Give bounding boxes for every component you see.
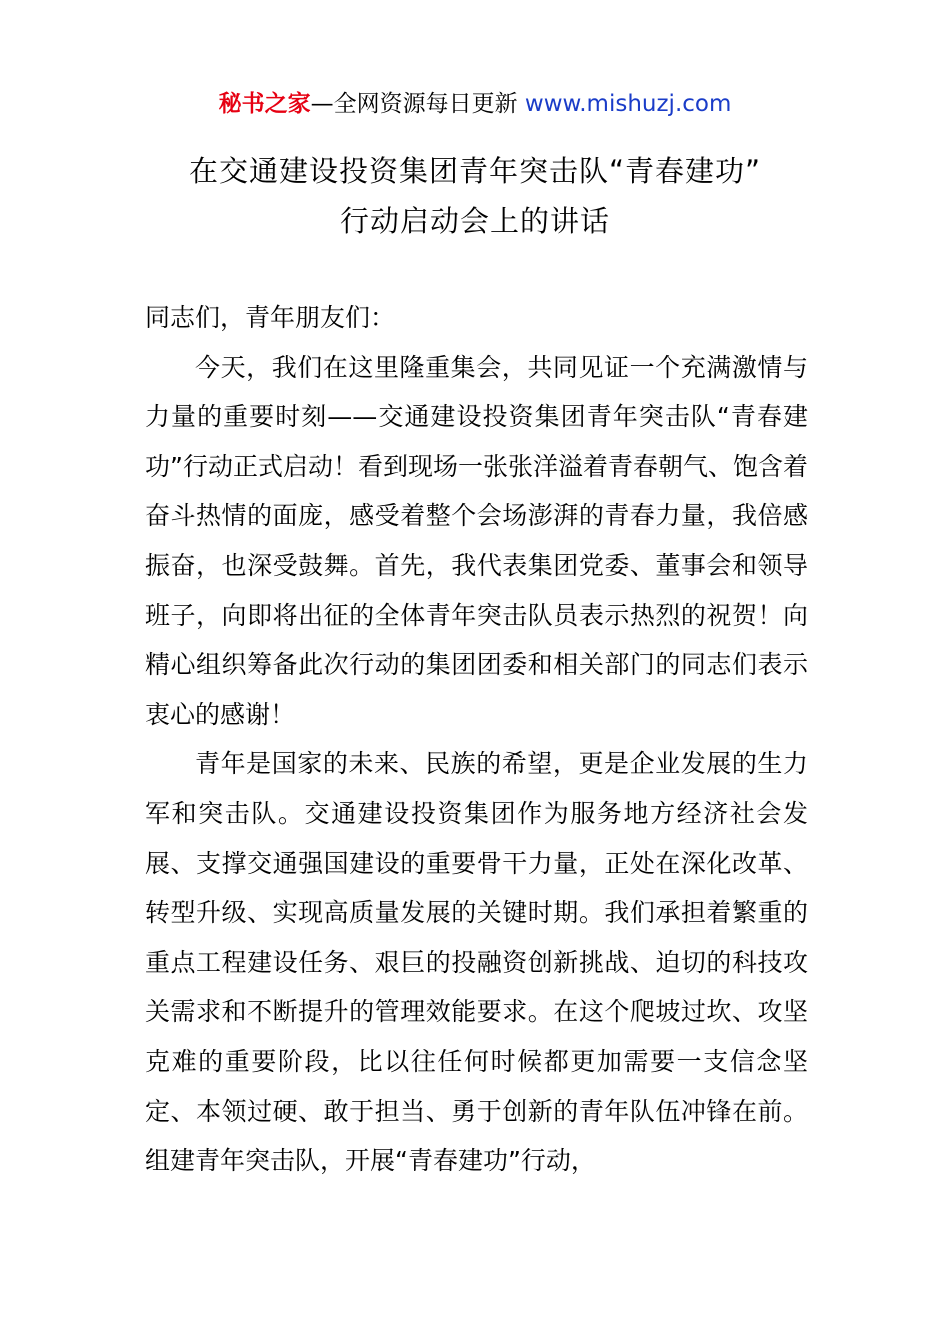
header-tagline: —全网资源每日更新: [310, 91, 525, 117]
salutation: 同志们，青年朋友们：: [145, 303, 396, 332]
document-body: [145, 293, 808, 1186]
title-line-2: 行动启动会上的讲话: [339, 204, 610, 238]
document-title: [60, 146, 890, 246]
brand-name: 秘书之家: [218, 91, 311, 117]
paragraph-1: 今天，我们在这里隆重集会，共同见证一个充满激情与力量的重要时刻——交通建设投资集团青年突击队“青春建功”行动正式启动！看到现场一张张洋溢着青春朝气、饱含着奋斗热情的面庞，感受着整个会场澎湃的青春力量，我倍感振奋，也深受鼓舞。首先，我代表集团党委、董事会和领导班子，向即将出征的全体青年突击队员表示热烈的祝贺！向精心组织筹备此次行动的集团团委和相关部门的同志们表示衷心的感谢！: [145, 352, 808, 729]
paragraph-2: 青年是国家的未来、民族的希望，更是企业发展的生力军和突击队。交通建设投资集团作为服务地方经济社会发展、支撑交通强国建设的重要骨干力量，正处在深化改革、转型升级、实现高质量发展的关键时期。我们承担着繁重的重点工程建设任务、艰巨的投融资创新挑战、迫切的科技攻关需求和不断提升的管理效能要求。在这个爬坡过坎、攻坚克难的重要阶段，比以往任何时候都更加需要一支信念坚定、本领过硬、敢于担当、勇于创新的青年队伍冲锋在前。组建青年突击队，开展“青春建功”行动，: [145, 749, 808, 1176]
title-line-1: 在交通建设投资集团青年突击队“青春建功”: [188, 154, 762, 188]
site-header: [0, 88, 950, 120]
site-link[interactable]: www.mishuzj.com: [524, 91, 732, 117]
